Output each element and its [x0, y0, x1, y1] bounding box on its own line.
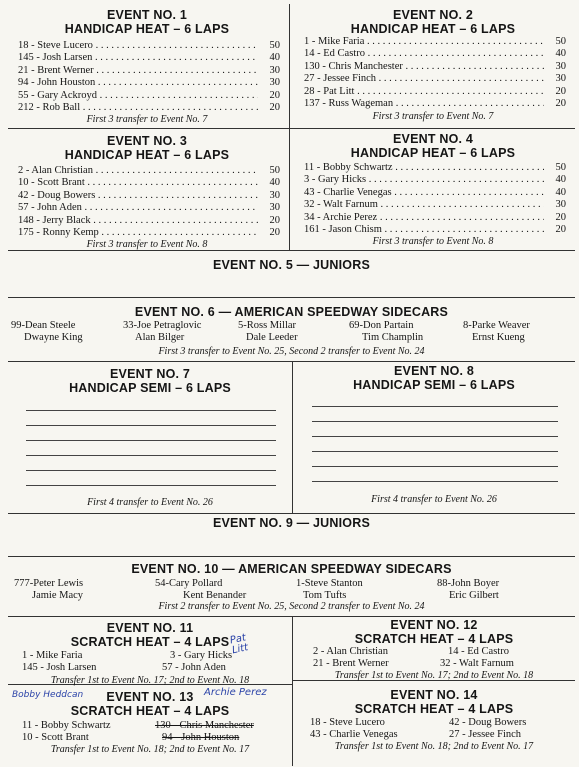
entry-list — [155, 720, 254, 744]
event-subtitle: HANDICAP HEAT – 6 LAPS — [350, 146, 516, 160]
result-line — [26, 410, 276, 411]
list-item: 32 - Walt Farnum . . . 30 — [304, 199, 566, 211]
team-4: 69-Don Partain Tim Champlin — [349, 320, 424, 343]
event-3 — [10, 134, 284, 162]
event-title: EVENT NO. 7 — [110, 367, 190, 381]
transfer-note: Transfer 1st to Event No. 17; 2nd to Event No. 18 — [334, 670, 534, 681]
event-1 — [10, 8, 284, 36]
list-item: 11 - Bobby Schwartz . . . 50 — [304, 162, 566, 174]
team-1: 99-Dean Steele Dwayne King — [11, 320, 83, 343]
struck-entry: 94 - John Houston — [162, 732, 240, 743]
entry-list — [18, 165, 280, 239]
entry-list — [18, 40, 280, 114]
entry-list: 2 - Alan Christian 21 - Brent Werner — [313, 646, 389, 669]
team-1: 777-Peter Lewis Jamie Macy — [14, 578, 84, 601]
event-title: EVENT NO. 3 — [107, 134, 187, 148]
event-title: EVENT NO. 1 — [107, 8, 187, 22]
event-subtitle: SCRATCH HEAT – 4 LAPS — [70, 704, 230, 718]
list-item: 34 - Archie Perez . . . 20 — [304, 212, 566, 224]
event-subtitle: SCRATCH HEAT – 4 LAPS — [70, 635, 230, 649]
divider — [292, 361, 293, 513]
transfer-note: First 3 transfer to Event No. 7 — [372, 111, 494, 122]
list-item: 57 - John Aden . . . 30 — [18, 202, 280, 214]
team-4: 88-John Boyer Eric Gilbert — [437, 578, 500, 601]
list-item: 130 - Chris Manchester . . . 30 — [304, 61, 566, 73]
transfer-note: First 3 transfer to Event No. 8 — [86, 239, 208, 250]
event-8 — [294, 364, 574, 392]
list-item: 3 - Gary Hicks . . . 40 — [304, 174, 566, 186]
event-title: EVENT NO. 12 — [390, 618, 478, 632]
list-item: 2 - Alan Christian . . . 50 — [18, 165, 280, 177]
event-10-title: EVENT NO. 10 — AMERICAN SPEEDWAY SIDECARS — [131, 562, 452, 576]
result-line — [312, 451, 558, 452]
team-3: 1-Steve Stanton Tom Tufts — [296, 578, 363, 601]
event-subtitle: HANDICAP HEAT – 6 LAPS — [64, 22, 230, 36]
event-subtitle: HANDICAP SEMI – 6 LAPS — [69, 381, 231, 395]
divider — [292, 616, 293, 766]
handwritten-note: Pat Litt — [228, 632, 250, 657]
divider — [8, 128, 575, 129]
event-6-title: EVENT NO. 6 — AMERICAN SPEEDWAY SIDECARS — [134, 305, 449, 319]
event-14 — [294, 688, 574, 716]
entry-list — [304, 162, 566, 236]
entry-list: 42 - Doug Bowers 27 - Jessee Finch — [449, 717, 527, 740]
list-item: 21 - Brent Werner . . . 30 — [18, 65, 280, 77]
transfer-note: Transfer 1st to Event No. 18; 2nd to Event No. 17 — [50, 744, 250, 755]
event-title: EVENT NO. 14 — [390, 688, 478, 702]
entry-list: 18 - Steve Lucero 43 - Charlie Venegas — [310, 717, 398, 740]
transfer-note: First 4 transfer to Event No. 26 — [371, 494, 497, 505]
result-line — [26, 470, 276, 471]
list-item: 18 - Steve Lucero . . . 50 — [18, 40, 280, 52]
event-title: EVENT NO. 2 — [393, 8, 473, 22]
team-2: 54-Cary Pollard Kent Benander — [155, 578, 247, 601]
transfer-note: Transfer 1st to Event No. 17; 2nd to Event No. 18 — [50, 675, 250, 686]
team-2: 33-Joe Petraglovic Alan Bilger — [123, 320, 202, 343]
result-line — [312, 436, 558, 437]
transfer-note: First 3 transfer to Event No. 8 — [372, 236, 494, 247]
divider — [8, 297, 575, 298]
result-line — [312, 481, 558, 482]
event-9-title: EVENT NO. 9 — JUNIORS — [212, 516, 370, 530]
result-line — [26, 440, 276, 441]
event-4 — [292, 132, 574, 160]
list-item: 42 - Doug Bowers . . . 30 — [18, 190, 280, 202]
team-3: 5-Ross Millar Dale Leeder — [238, 320, 298, 343]
struck-entry: 130 - Chris Manchester — [155, 720, 254, 731]
list-item: 94 - John Houston . . . 30 — [18, 77, 280, 89]
entry-list: 14 - Ed Castro 32 - Walt Farnum — [440, 646, 514, 669]
list-item: 145 - Josh Larsen . . . 40 — [18, 52, 280, 64]
transfer-note: First 2 transfer to Event No. 25, Second 2 transfer to Event No. 24 — [158, 601, 425, 612]
result-line — [26, 485, 276, 486]
entry-list — [304, 36, 566, 110]
entry-list: 3 - Gary Hicks 57 - John Aden — [162, 650, 233, 673]
event-13 — [10, 690, 290, 718]
event-title: EVENT NO. 11 — [106, 621, 194, 635]
result-line — [312, 406, 558, 407]
event-subtitle: SCRATCH HEAT – 4 LAPS — [354, 632, 514, 646]
list-item: 212 - Rob Ball . . . 20 — [18, 102, 280, 114]
event-subtitle: HANDICAP SEMI – 6 LAPS — [353, 378, 515, 392]
event-12 — [294, 618, 574, 646]
divider — [289, 4, 290, 250]
transfer-note: First 3 transfer to Event No. 25, Second 2 transfer to Event No. 24 — [158, 346, 425, 357]
event-title: EVENT NO. 8 — [394, 364, 474, 378]
divider — [8, 513, 575, 514]
result-line — [26, 425, 276, 426]
event-subtitle: HANDICAP HEAT – 6 LAPS — [64, 148, 230, 162]
transfer-note: First 4 transfer to Event No. 26 — [87, 497, 213, 508]
list-item: 14 - Ed Castro . . . 40 — [304, 48, 566, 60]
transfer-note: Transfer 1st to Event No. 18; 2nd to Event No. 17 — [334, 741, 534, 752]
struck-entry: 3 - Gary Hicks — [170, 650, 233, 661]
divider — [8, 250, 575, 251]
list-item: 10 - Scott Brant . . . 40 — [18, 177, 280, 189]
list-item: 28 - Pat Litt . . . 20 — [304, 86, 566, 98]
transfer-note: First 3 transfer to Event No. 7 — [86, 114, 208, 125]
entry-list: 11 - Bobby Schwartz 10 - Scott Brant — [22, 720, 111, 743]
list-item: 1 - Mike Faria . . . 50 — [304, 36, 566, 48]
team-5: 8-Parke Weaver Ernst Kueng — [463, 320, 530, 343]
list-item: 175 - Ronny Kemp . . . 20 — [18, 227, 280, 239]
list-item: 27 - Jessee Finch . . . 30 — [304, 73, 566, 85]
handwritten-note: Bobby Heddcan — [12, 690, 84, 700]
handwritten-note: Archie Perez — [204, 687, 267, 698]
event-7 — [10, 367, 290, 395]
event-title: EVENT NO. 13 — [106, 690, 194, 704]
result-line — [312, 421, 558, 422]
result-line — [312, 466, 558, 467]
event-title: EVENT NO. 4 — [393, 132, 473, 146]
event-subtitle: SCRATCH HEAT – 4 LAPS — [354, 702, 514, 716]
entry-list: 1 - Mike Faria 145 - Josh Larsen — [22, 650, 97, 673]
event-5-title: EVENT NO. 5 — JUNIORS — [212, 258, 370, 272]
result-line — [26, 455, 276, 456]
list-item: 43 - Charlie Venegas . . . 40 — [304, 187, 566, 199]
divider — [8, 556, 575, 557]
list-item: 161 - Jason Chism . . . 20 — [304, 224, 566, 236]
list-item: 148 - Jerry Black . . . 20 — [18, 215, 280, 227]
list-item: 137 - Russ Wageman . . . 20 — [304, 98, 566, 110]
event-2 — [292, 8, 574, 36]
list-item: 55 - Gary Ackroyd . . . 20 — [18, 90, 280, 102]
event-subtitle: HANDICAP HEAT – 6 LAPS — [350, 22, 516, 36]
